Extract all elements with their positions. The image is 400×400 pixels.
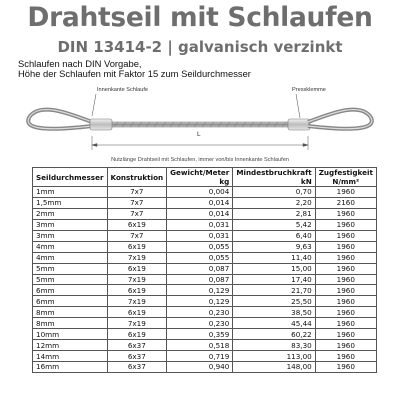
unit-gewicht: kg	[167, 177, 233, 187]
note-line-1: Schlaufen nach DIN Vorgabe,	[18, 58, 142, 69]
label-press-clamp: Pressklemme	[292, 87, 326, 93]
left-loop	[28, 110, 92, 129]
cell-bruchkraft: 83,30	[233, 340, 315, 351]
cell-gewicht: 0,087	[167, 263, 233, 274]
cell-bruchkraft: 2,81	[233, 208, 315, 219]
cell-gewicht: 0,004	[167, 187, 233, 198]
cell-zugfestigkeit: 1960	[315, 187, 376, 198]
cell-zugfestigkeit: 2160	[315, 197, 376, 208]
page-subtitle: DIN 13414-2 | galvanisch verzinkt	[57, 38, 343, 56]
table-row	[33, 362, 377, 373]
table-row	[33, 285, 377, 296]
table-row	[33, 329, 377, 340]
inner-loop-leader	[92, 94, 96, 116]
cell-konstruktion: 7x7	[107, 208, 167, 219]
cell-konstruktion: 7x19	[107, 318, 167, 329]
cell-zugfestigkeit: 1960	[315, 263, 376, 274]
table-row	[33, 274, 377, 285]
length-dimension	[92, 136, 308, 150]
cell-konstruktion: 6x19	[107, 241, 167, 252]
cell-bruchkraft: 9,63	[233, 241, 315, 252]
cell-konstruktion: 6x37	[107, 362, 167, 373]
table-row	[33, 351, 377, 362]
cell-zugfestigkeit: 1960	[315, 329, 376, 340]
cell-bruchkraft: 25,50	[233, 296, 315, 307]
table-row	[33, 307, 377, 318]
cell-gewicht: 0,230	[167, 318, 233, 329]
cell-konstruktion: 6x19	[107, 307, 167, 318]
table-row	[33, 219, 377, 230]
cell-seildurchmesser: 8mm	[33, 318, 108, 329]
cell-bruchkraft: 45,44	[233, 318, 315, 329]
right-loop	[308, 110, 372, 129]
wire-rope-illustration	[0, 78, 400, 168]
cell-bruchkraft: 17,40	[233, 274, 315, 285]
cell-zugfestigkeit: 1960	[315, 241, 376, 252]
cell-konstruktion: 6x37	[107, 351, 167, 362]
cell-konstruktion: 7x7	[107, 197, 167, 208]
cell-bruchkraft: 15,00	[233, 263, 315, 274]
cell-seildurchmesser: 14mm	[33, 351, 108, 362]
cell-seildurchmesser: 12mm	[33, 340, 108, 351]
table-row	[33, 340, 377, 351]
cell-konstruktion: 7x19	[107, 252, 167, 263]
cell-bruchkraft: 5,42	[233, 219, 315, 230]
note-line-2: Höhe der Schlaufen mit Faktor 15 zum Seildurchmesser	[18, 68, 251, 79]
cell-zugfestigkeit: 1960	[315, 230, 376, 241]
table-row	[33, 252, 377, 263]
cell-seildurchmesser: 8mm	[33, 307, 108, 318]
right-press-clamp	[288, 119, 310, 130]
cell-konstruktion: 7x7	[107, 187, 167, 198]
cell-zugfestigkeit: 1960	[315, 318, 376, 329]
cell-zugfestigkeit: 1960	[315, 340, 376, 351]
cell-seildurchmesser: 10mm	[33, 329, 108, 340]
diagram-caption: Nutzlänge Drahtseil mit Schlaufen, immer von/bis Innenkante Schlaufen	[111, 157, 289, 163]
cell-zugfestigkeit: 1960	[315, 307, 376, 318]
cell-konstruktion: 6x19	[107, 219, 167, 230]
header-konstruktion: Konstruktion	[107, 168, 167, 187]
page-title: Drahtseil mit Schlaufen	[27, 2, 373, 33]
header-bruchkraft: Mindestbruchkraft	[233, 168, 315, 178]
cell-seildurchmesser: 1mm	[33, 187, 108, 198]
cell-gewicht: 0,031	[167, 230, 233, 241]
cell-seildurchmesser: 4mm	[33, 252, 108, 263]
clamp-leader	[296, 94, 300, 118]
cell-konstruktion: 6x19	[107, 263, 167, 274]
cell-gewicht: 0,031	[167, 219, 233, 230]
cell-seildurchmesser: 5mm	[33, 263, 108, 274]
cell-konstruktion: 6x37	[107, 340, 167, 351]
cell-gewicht: 0,014	[167, 208, 233, 219]
cell-gewicht: 0,129	[167, 296, 233, 307]
cell-bruchkraft: 113,00	[233, 351, 315, 362]
cell-gewicht: 0,087	[167, 274, 233, 285]
cell-gewicht: 0,518	[167, 340, 233, 351]
wire-rope-diagram	[0, 78, 400, 168]
table-row	[33, 263, 377, 274]
specs-table	[32, 167, 377, 373]
cell-gewicht: 0,359	[167, 329, 233, 340]
cell-bruchkraft: 148,00	[233, 362, 315, 373]
header-zugfestigkeit: Zugfestigkeit	[315, 168, 376, 178]
cell-zugfestigkeit: 1960	[315, 285, 376, 296]
cell-zugfestigkeit: 1960	[315, 252, 376, 263]
cell-konstruktion: 7x7	[107, 230, 167, 241]
cell-seildurchmesser: 3mm	[33, 219, 108, 230]
cell-zugfestigkeit: 1960	[315, 362, 376, 373]
cell-seildurchmesser: 2mm	[33, 208, 108, 219]
cell-zugfestigkeit: 1960	[315, 219, 376, 230]
cell-bruchkraft: 21,70	[233, 285, 315, 296]
cell-zugfestigkeit: 1960	[315, 274, 376, 285]
cell-bruchkraft: 2,20	[233, 197, 315, 208]
cell-seildurchmesser: 6mm	[33, 296, 108, 307]
cell-bruchkraft: 6,40	[233, 230, 315, 241]
unit-bruchkraft: kN	[233, 177, 315, 187]
cell-gewicht: 0,014	[167, 197, 233, 208]
table-row	[33, 208, 377, 219]
cell-konstruktion: 6x19	[107, 285, 167, 296]
table-row	[33, 296, 377, 307]
cell-seildurchmesser: 16mm	[33, 362, 108, 373]
table-row	[33, 241, 377, 252]
cell-gewicht: 0,230	[167, 307, 233, 318]
cell-bruchkraft: 60,22	[233, 329, 315, 340]
rope-body	[110, 122, 290, 127]
label-inner-loop: Innenkante Schlaufe	[97, 87, 149, 93]
label-length: L	[197, 131, 201, 138]
cell-zugfestigkeit: 1960	[315, 296, 376, 307]
cell-gewicht: 0,129	[167, 285, 233, 296]
cell-seildurchmesser: 1,5mm	[33, 197, 108, 208]
cell-gewicht: 0,940	[167, 362, 233, 373]
cell-bruchkraft: 0,70	[233, 187, 315, 198]
unit-zugfestigkeit: N/mm²	[315, 177, 376, 187]
left-press-clamp	[90, 119, 112, 130]
table-row	[33, 187, 377, 198]
table-body	[33, 187, 377, 373]
cell-konstruktion: 7x19	[107, 296, 167, 307]
header-gewicht: Gewicht/Meter	[167, 168, 233, 178]
table-row	[33, 318, 377, 329]
cell-bruchkraft: 38,50	[233, 307, 315, 318]
cell-gewicht: 0,055	[167, 252, 233, 263]
table-row	[33, 197, 377, 208]
cell-seildurchmesser: 6mm	[33, 285, 108, 296]
table-row	[33, 230, 377, 241]
cell-zugfestigkeit: 1960	[315, 351, 376, 362]
cell-gewicht: 0,719	[167, 351, 233, 362]
cell-konstruktion: 7x19	[107, 274, 167, 285]
cell-seildurchmesser: 3mm	[33, 230, 108, 241]
cell-bruchkraft: 11,40	[233, 252, 315, 263]
header-seildurchmesser: Seildurchmesser	[33, 168, 108, 187]
cell-konstruktion: 6x19	[107, 329, 167, 340]
table-header-row	[33, 168, 377, 178]
cell-gewicht: 0,055	[167, 241, 233, 252]
cell-zugfestigkeit: 1960	[315, 208, 376, 219]
cell-seildurchmesser: 5mm	[33, 274, 108, 285]
cell-seildurchmesser: 4mm	[33, 241, 108, 252]
